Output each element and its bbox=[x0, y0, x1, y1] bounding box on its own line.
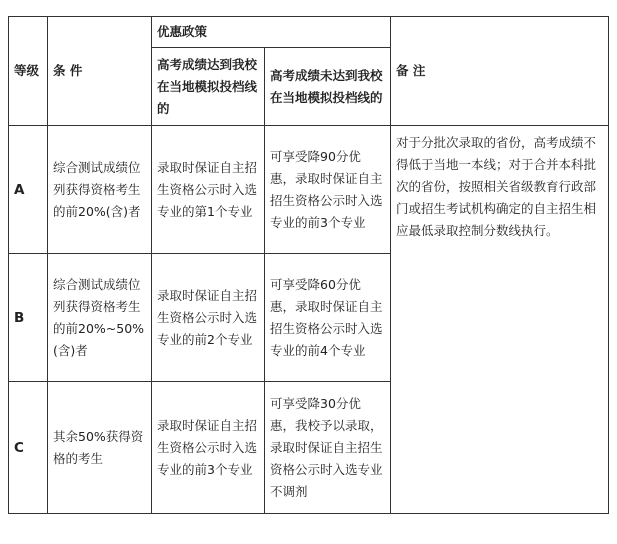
condition-cell: 综合测试成绩位列获得资格考生的前20%(含)者 bbox=[48, 126, 152, 254]
not-reached-cell: 可享受降60分优惠，录取时保证自主招生资格公示时入选专业的前4个专业 bbox=[265, 254, 391, 382]
header-policy-reached: 高考成绩达到我校在当地模拟投档线的 bbox=[152, 48, 265, 126]
grade-cell: A bbox=[9, 126, 48, 254]
reached-cell: 录取时保证自主招生资格公示时入选专业的前2个专业 bbox=[152, 254, 265, 382]
header-policy-group: 优惠政策 bbox=[152, 17, 391, 48]
remark-cell: 对于分批次录取的省份，高考成绩不得低于当地一本线；对于合并本科批次的省份，按照相关省级教育行政部门或招生考试机构确定的自主招生相应最低录取控制分数线执行。 bbox=[391, 126, 609, 514]
grade-cell: B bbox=[9, 254, 48, 382]
header-condition: 条 件 bbox=[48, 17, 152, 126]
not-reached-cell: 可享受降90分优惠，录取时保证自主招生资格公示时入选专业的前3个专业 bbox=[265, 126, 391, 254]
not-reached-cell: 可享受降30分优惠，我校予以录取，录取时保证自主招生资格公示时入选专业不调剂 bbox=[265, 382, 391, 514]
table-header-row bbox=[9, 17, 609, 48]
header-policy-not-reached: 高考成绩未达到我校在当地模拟投档线的 bbox=[265, 48, 391, 126]
header-remark: 备 注 bbox=[391, 17, 609, 126]
grade-cell: C bbox=[9, 382, 48, 514]
condition-cell: 其余50%获得资格的考生 bbox=[48, 382, 152, 514]
table-row bbox=[9, 126, 609, 254]
condition-cell: 综合测试成绩位列获得资格考生的前20%~50%(含)者 bbox=[48, 254, 152, 382]
policy-table bbox=[8, 16, 609, 514]
reached-cell: 录取时保证自主招生资格公示时入选专业的第1个专业 bbox=[152, 126, 265, 254]
reached-cell: 录取时保证自主招生资格公示时入选专业的前3个专业 bbox=[152, 382, 265, 514]
header-grade: 等级 bbox=[9, 17, 48, 126]
